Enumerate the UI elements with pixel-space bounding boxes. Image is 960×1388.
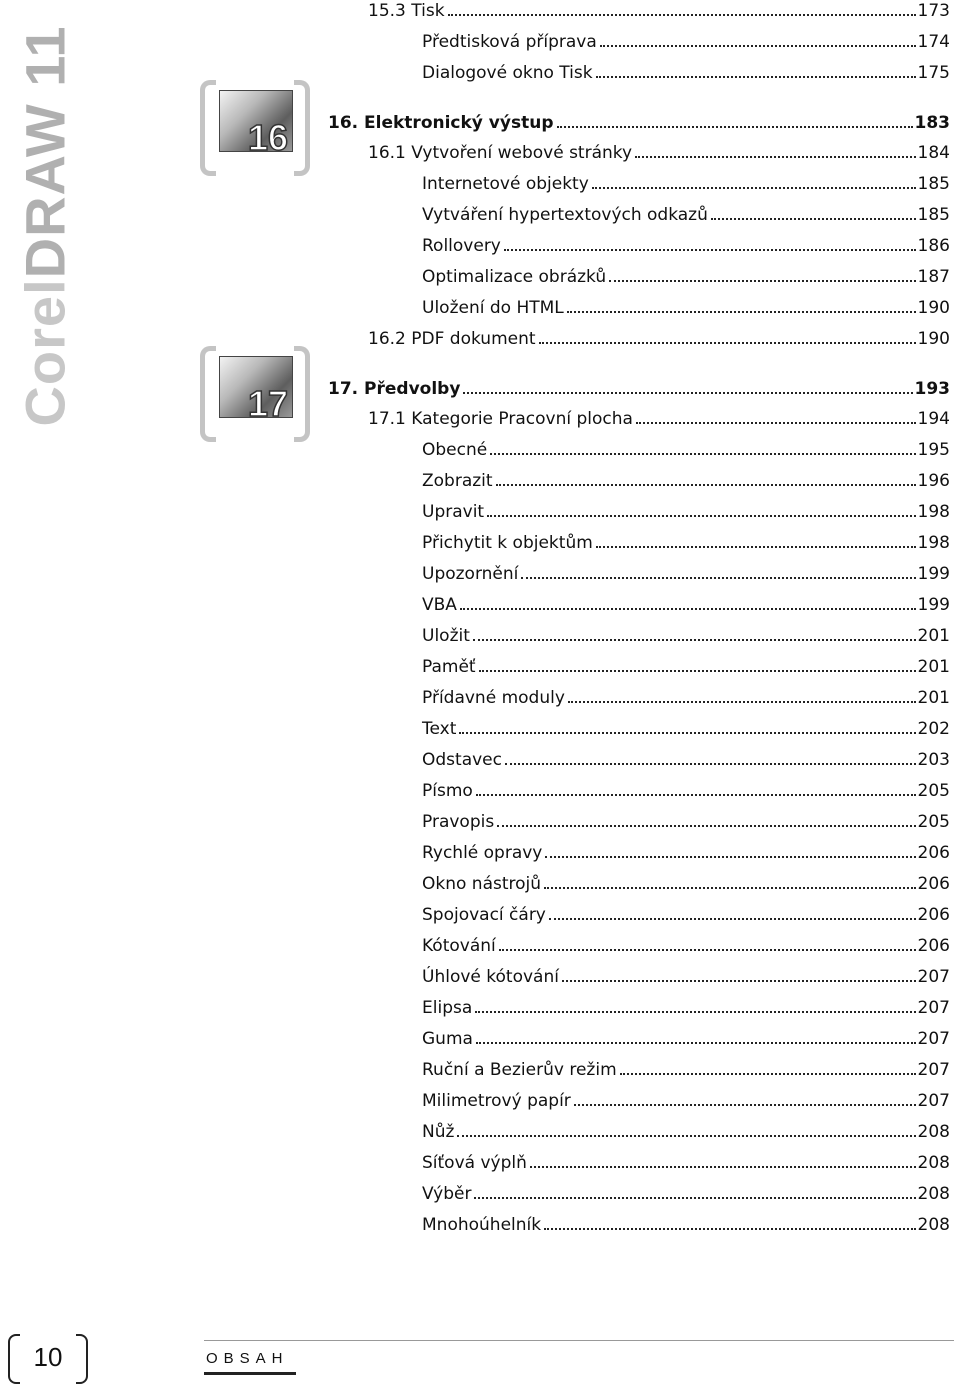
toc-entry-page: 190 [917, 329, 950, 349]
toc-entry-page: 173 [917, 1, 950, 21]
toc-entry-page: 207 [917, 998, 950, 1018]
toc-dot-leader [596, 546, 916, 548]
brand-title-part1: Corel [13, 278, 77, 427]
section-label: OBSAH [206, 1350, 289, 1367]
toc-entry-title: Rychlé opravy [422, 843, 543, 863]
toc-entry-page: 208 [917, 1184, 950, 1204]
toc-entry-page: 203 [917, 750, 950, 770]
toc-entry-page: 174 [917, 32, 950, 52]
toc-dot-leader [457, 1135, 915, 1137]
toc-subsection-entry [422, 501, 950, 523]
toc-section-entry [368, 408, 950, 430]
footer-rule [204, 1340, 954, 1341]
toc-chapter-entry [328, 378, 950, 400]
toc-entry-page: 205 [917, 812, 950, 832]
toc-dot-leader [636, 422, 916, 424]
toc-dot-leader [592, 187, 916, 189]
toc-dot-leader [635, 156, 915, 158]
toc-entry-page: 175 [917, 63, 950, 83]
chapter-badge-16 [200, 80, 310, 170]
toc-entry-title: Přídavné moduly [422, 688, 565, 708]
toc-entry-page: 198 [917, 502, 950, 522]
toc-subsection-entry [422, 563, 950, 585]
toc-dot-leader [562, 980, 916, 982]
toc-entry-page: 206 [917, 874, 950, 894]
toc-dot-leader [476, 794, 916, 796]
toc-section-entry [368, 0, 950, 22]
toc-entry-page: 202 [917, 719, 950, 739]
toc-subsection-entry [422, 966, 950, 988]
toc-entry-page: 206 [917, 843, 950, 863]
toc-subsection-entry [422, 1152, 950, 1174]
toc-entry-page: 185 [917, 174, 950, 194]
toc-dot-leader [544, 887, 916, 889]
toc-entry-title: Text [422, 719, 457, 739]
chapter-badge-number: 17 [247, 383, 288, 424]
toc-dot-leader [545, 856, 915, 858]
toc-subsection-entry [422, 266, 950, 288]
toc-dot-leader [521, 577, 915, 579]
toc-entry-page: 196 [917, 471, 950, 491]
toc-subsection-entry [422, 780, 950, 802]
toc-entry-title: Ruční a Bezierův režim [422, 1060, 617, 1080]
toc-entry-page: 208 [917, 1122, 950, 1142]
toc-dot-leader [568, 701, 916, 703]
toc-entry-title: Přichytit k objektům [422, 533, 593, 553]
chapter-badge-17 [200, 346, 310, 436]
toc-subsection-entry [422, 625, 950, 647]
toc-entry-page: 208 [917, 1153, 950, 1173]
toc-entry-page: 185 [917, 205, 950, 225]
toc-entry-title: Vytváření hypertextových odkazů [422, 205, 708, 225]
toc-entry-title: Výběr [422, 1184, 472, 1204]
toc-dot-leader [549, 918, 916, 920]
toc-entry-page: 186 [917, 236, 950, 256]
toc-dot-leader [460, 608, 916, 610]
toc-dot-leader [620, 1073, 916, 1075]
toc-entry-page: 206 [917, 936, 950, 956]
toc-dot-leader [473, 639, 916, 641]
toc-entry-title: Pravopis [422, 812, 495, 832]
toc-entry-page: 206 [917, 905, 950, 925]
toc-dot-leader [487, 515, 915, 517]
toc-subsection-entry [422, 439, 950, 461]
toc-dot-leader [539, 342, 916, 344]
toc-subsection-entry [422, 173, 950, 195]
toc-dot-leader [476, 1042, 916, 1044]
toc-entry-title: Rollovery [422, 236, 501, 256]
toc-entry-title: Upozornění [422, 564, 519, 584]
toc-subsection-entry [422, 842, 950, 864]
toc-entry-title: Okno nástrojů [422, 874, 542, 894]
toc-entry-title: Písmo [422, 781, 473, 801]
toc-dot-leader [459, 732, 915, 734]
toc-dot-leader [609, 280, 915, 282]
toc-entry-page: 207 [917, 1091, 950, 1111]
toc-entry-title: Elipsa [422, 998, 473, 1018]
toc-subsection-entry [422, 997, 950, 1019]
toc-entry-page: 193 [914, 379, 950, 399]
toc-subsection-entry [422, 656, 950, 678]
toc-subsection-entry [422, 687, 950, 709]
toc-section-entry [368, 142, 950, 164]
toc-entry-title: Síťová výplň [422, 1153, 527, 1173]
toc-entry-page: 184 [917, 143, 950, 163]
toc-entry-title: 17.1 Kategorie Pracovní plocha [368, 409, 633, 429]
toc-dot-leader [474, 1197, 915, 1199]
toc-subsection-entry [422, 904, 950, 926]
toc-entry-title: 17. Předvolby [328, 379, 461, 399]
toc-dot-leader [490, 453, 915, 455]
toc-subsection-entry [422, 718, 950, 740]
toc-subsection-entry [422, 235, 950, 257]
left-bracket-icon [200, 80, 216, 176]
toc-entry-page: 195 [917, 440, 950, 460]
toc-dot-leader [499, 949, 916, 951]
toc-entry-page: 198 [917, 533, 950, 553]
chapter-badge-number: 16 [247, 117, 288, 158]
toc-entry-title: VBA [422, 595, 457, 615]
toc-entry-title: Odstavec [422, 750, 502, 770]
toc-subsection-entry [422, 1121, 950, 1143]
right-bracket-icon [294, 80, 310, 176]
toc-entry-title: 16.2 PDF dokument [368, 329, 536, 349]
toc-subsection-entry [422, 31, 950, 53]
toc-dot-leader [497, 825, 915, 827]
page-number: 10 [33, 1342, 63, 1372]
toc-entry-page: 187 [917, 267, 950, 287]
toc-dot-leader [504, 249, 916, 251]
toc-entry-title: Úhlové kótování [422, 967, 559, 987]
toc-entry-page: 201 [917, 657, 950, 677]
toc-entry-page: 201 [917, 626, 950, 646]
toc-entry-title: Obecné [422, 440, 488, 460]
toc-subsection-entry [422, 297, 950, 319]
toc-subsection-entry [422, 1090, 950, 1112]
toc-entry-title: Předtisková příprava [422, 32, 597, 52]
toc-dot-leader [530, 1166, 916, 1168]
toc-subsection-entry [422, 1059, 950, 1081]
toc-entry-page: 190 [917, 298, 950, 318]
toc-dot-leader [463, 392, 912, 394]
toc-subsection-entry [422, 1183, 950, 1205]
right-bracket-icon [294, 346, 310, 442]
toc-entry-title: 16.1 Vytvoření webové stránky [368, 143, 633, 163]
toc-entry-title: Milimetrový papír [422, 1091, 571, 1111]
toc-entry-title: 15.3 Tisk [368, 1, 445, 21]
toc-entry-title: Kótování [422, 936, 496, 956]
brand-title [13, 0, 77, 452]
toc-entry-page: 201 [917, 688, 950, 708]
toc-subsection-entry [422, 204, 950, 226]
toc-subsection-entry [422, 811, 950, 833]
toc-entry-title: Uložit [422, 626, 470, 646]
toc-dot-leader [711, 218, 916, 220]
toc-entry-title: Upravit [422, 502, 485, 522]
toc-dot-leader [479, 670, 916, 672]
toc-subsection-entry [422, 470, 950, 492]
toc-subsection-entry [422, 62, 950, 84]
toc-entry-title: Nůž [422, 1122, 455, 1142]
toc-entry-title: Mnohoúhelník [422, 1215, 542, 1235]
toc-entry-title: Uložení do HTML [422, 298, 564, 318]
brand-title-part2: DRAW 11 [13, 25, 77, 279]
toc-entry-title: Zobrazit [422, 471, 493, 491]
toc-entry-page: 207 [917, 967, 950, 987]
page-number-left-bracket-icon [8, 1334, 20, 1384]
toc-entry-page: 207 [917, 1060, 950, 1080]
page-number-right-bracket-icon [76, 1334, 88, 1384]
toc-dot-leader [448, 14, 916, 16]
toc-entry-page: 208 [917, 1215, 950, 1235]
toc-chapter-entry [328, 112, 950, 134]
toc-subsection-entry [422, 873, 950, 895]
toc-entry-title: Internetové objekty [422, 174, 589, 194]
section-underline [204, 1372, 296, 1375]
toc-entry-page: 199 [917, 564, 950, 584]
toc-entry-page: 199 [917, 595, 950, 615]
toc-dot-leader [567, 311, 916, 313]
toc-dot-leader [505, 763, 916, 765]
toc-subsection-entry [422, 532, 950, 554]
toc-entry-page: 207 [917, 1029, 950, 1049]
toc-entry-title: Spojovací čáry [422, 905, 546, 925]
toc-dot-leader [574, 1104, 916, 1106]
toc-entry-title: Guma [422, 1029, 473, 1049]
toc-dot-leader [557, 126, 913, 128]
toc-entry-page: 194 [917, 409, 950, 429]
toc-entry-title: 16. Elektronický výstup [328, 113, 554, 133]
toc-subsection-entry [422, 1028, 950, 1050]
toc-entry-title: Paměť [422, 657, 476, 677]
toc-dot-leader [544, 1228, 915, 1230]
toc-entry-title: Dialogové okno Tisk [422, 63, 593, 83]
toc-subsection-entry [422, 1214, 950, 1236]
toc-dot-leader [475, 1011, 915, 1013]
toc-dot-leader [600, 45, 916, 47]
toc-entry-page: 205 [917, 781, 950, 801]
left-bracket-icon [200, 346, 216, 442]
toc-entry-page: 183 [914, 113, 950, 133]
toc-dot-leader [596, 76, 916, 78]
toc-subsection-entry [422, 935, 950, 957]
toc-subsection-entry [422, 594, 950, 616]
toc-subsection-entry [422, 749, 950, 771]
toc-entry-title: Optimalizace obrázků [422, 267, 607, 287]
toc-dot-leader [496, 484, 916, 486]
toc-section-entry [368, 328, 950, 350]
